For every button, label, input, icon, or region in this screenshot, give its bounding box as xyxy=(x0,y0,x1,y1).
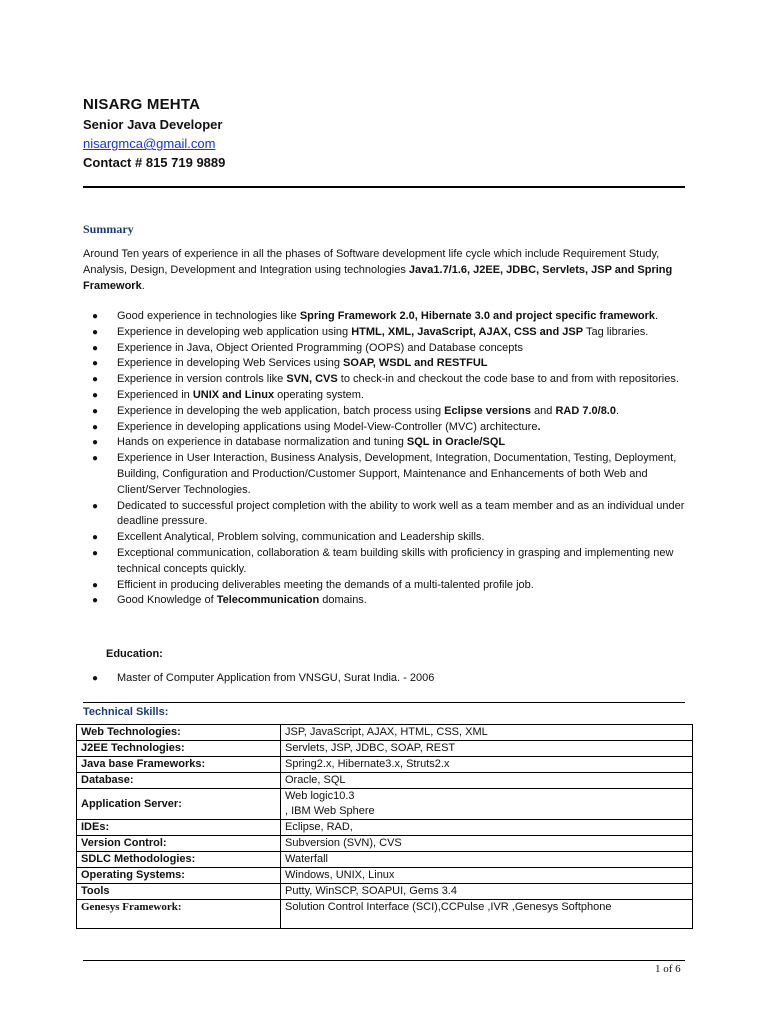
summary-bullet-text: Experience in version controls like xyxy=(117,373,287,386)
bullet-icon: ● xyxy=(92,389,99,401)
skills-row xyxy=(77,836,693,852)
skills-value-cell xyxy=(281,900,693,929)
skills-key-cell: SDLC Methodologies: xyxy=(77,852,281,868)
summary-bullet-text: Good Knowledge of xyxy=(117,594,217,607)
bullet-icon: ● xyxy=(92,421,99,433)
summary-bullet-item xyxy=(83,341,689,357)
summary-bullet-item xyxy=(83,530,689,546)
summary-bullet-text: operating system. xyxy=(274,388,364,401)
skills-key-cell: Web Technologies: xyxy=(77,725,281,741)
summary-bullet-text: RAD 7.0/8.0 xyxy=(555,404,616,417)
header-divider xyxy=(83,186,685,188)
skills-value-cell xyxy=(281,725,693,741)
skills-row xyxy=(77,852,693,868)
bullet-icon: ● xyxy=(92,453,99,465)
summary-intro-text: Java1.7/1.6, J2EE, JDBC, Servlets, JSP and Spring Framework xyxy=(83,264,673,292)
skills-key-cell: Java base Frameworks: xyxy=(77,757,281,773)
summary-bullet-list xyxy=(83,309,689,609)
education-list xyxy=(83,671,689,687)
skills-row xyxy=(77,884,693,900)
skills-value-cell xyxy=(281,884,693,900)
bullet-icon: ● xyxy=(92,326,99,338)
skills-value-cell xyxy=(281,741,693,757)
skills-row xyxy=(77,741,693,757)
skills-row xyxy=(77,757,693,773)
skills-value-cell xyxy=(281,757,693,773)
technical-skills-table xyxy=(76,724,693,929)
education-heading: Education: xyxy=(106,648,163,660)
bullet-icon: ● xyxy=(92,311,99,322)
skills-row xyxy=(77,773,693,789)
summary-bullet-text: Experience in developing Web Services using xyxy=(117,357,344,370)
summary-bullet-text: Dedicated to successful project completion with the ability to work well as a team member and as an individual under deadline pressure. xyxy=(117,499,685,528)
bullet-icon: ● xyxy=(92,342,99,354)
summary-bullet-text: Eclipse versions xyxy=(444,404,531,417)
summary-bullet-text: SQL in Oracle/SQL xyxy=(406,436,506,449)
bullet-icon: ● xyxy=(92,437,99,449)
bullet-icon: ● xyxy=(92,579,99,591)
summary-bullet-text: Tag libraries. xyxy=(583,325,649,338)
summary-bullet-item xyxy=(83,593,689,609)
summary-bullet-text: Spring Framework 2.0, Hibernate 3.0 and project specific framework xyxy=(299,310,656,322)
skills-value-cell xyxy=(281,820,693,836)
summary-bullet-text: Hands on experience in database normalization and tuning xyxy=(117,436,407,449)
skills-value-line: Solution Control Interface (SCI),CCPulse ,IVR ,Genesys Softphone xyxy=(285,901,612,913)
skills-row xyxy=(77,900,693,929)
summary-bullet-text: Experienced in xyxy=(117,388,193,401)
bullet-icon: ● xyxy=(92,358,99,370)
bullet-icon: ● xyxy=(92,547,99,559)
email-link[interactable]: nisargmca@gmail.com xyxy=(83,136,216,151)
skills-row xyxy=(77,820,693,836)
education-item xyxy=(83,671,689,687)
summary-bullet-item xyxy=(83,420,689,436)
skills-key-cell: Database: xyxy=(77,773,281,789)
summary-bullet-text: Experience in User Interaction, Business Analysis, Development, Integration, Documentation, Testing, Deployment, Building, Configuration and Production/Customer Support, Maintenance and Enhancements of both Web and Client/Server Technologies. xyxy=(117,452,677,496)
skills-value-line: Spring2.x, Hibernate3.x, Struts2.x xyxy=(285,758,450,770)
skills-value-line: Eclipse, RAD, xyxy=(285,821,353,833)
skills-value-line: Web logic10.3 xyxy=(285,790,355,802)
skills-row xyxy=(77,789,693,820)
skills-key-cell: Application Server: xyxy=(77,789,281,820)
skills-value-line: Oracle, SQL xyxy=(285,774,346,786)
summary-bullet-text: . xyxy=(615,404,620,417)
summary-bullet-text: Experience in Java, Object Oriented Programming (OOPS) and Database concepts xyxy=(117,341,523,354)
skills-value-line: JSP, JavaScript, AJAX, HTML, CSS, XML xyxy=(285,726,488,738)
skills-key-cell: IDEs: xyxy=(77,820,281,836)
summary-bullet-item xyxy=(83,325,689,341)
skills-value-cell xyxy=(281,868,693,884)
summary-bullet-item xyxy=(83,435,689,451)
skills-key-cell: Genesys Framework: xyxy=(77,900,281,929)
summary-bullet-text: HTML, XML, JavaScript, AJAX, CSS and JSP xyxy=(351,325,584,338)
summary-intro-text: . xyxy=(141,280,145,292)
skills-value-cell xyxy=(281,789,693,820)
summary-bullet-text: Excellent Analytical, Problem solving, communication and Leadership skills. xyxy=(117,531,485,544)
summary-bullet-item xyxy=(83,404,689,420)
bullet-icon: ● xyxy=(92,532,99,544)
skills-value-cell xyxy=(281,773,693,789)
summary-bullet-text: Exceptional communication, collaboration & team building skills with proficiency in grasping and implementing new technical concepts quickly. xyxy=(117,546,674,575)
skills-value-line: Putty, WinSCP, SOAPUI, Gems 3.4 xyxy=(285,885,457,897)
summary-bullet-text: Efficient in producing deliverables meeting the demands of a multi-talented profile job. xyxy=(117,578,534,591)
job-title: Senior Java Developer xyxy=(83,117,223,132)
summary-bullet-text: UNIX and Linux xyxy=(192,388,275,401)
skills-value-line: Windows, UNIX, Linux xyxy=(285,869,395,881)
candidate-name: NISARG MEHTA xyxy=(83,96,201,113)
summary-bullet-item xyxy=(83,499,689,531)
summary-bullet-item xyxy=(83,388,689,404)
bullet-icon: ● xyxy=(92,500,99,512)
summary-bullet-item xyxy=(83,356,689,372)
summary-bullet-text: and xyxy=(530,404,556,417)
summary-bullet-item xyxy=(83,578,689,594)
skills-value-cell xyxy=(281,836,693,852)
skills-row xyxy=(77,725,693,741)
summary-bullet-text: . xyxy=(537,420,541,433)
skills-key-cell: Operating Systems: xyxy=(77,868,281,884)
skills-value-line: Subversion (SVN), CVS xyxy=(285,837,402,849)
summary-heading: Summary xyxy=(83,222,134,236)
summary-bullet-text: Telecommunication xyxy=(216,594,320,607)
summary-intro-text: Around Ten years of experience in all the phases of Software development life cycle which include Requirement Study, Analysis, Design, Development and Integration using technologies xyxy=(83,248,660,276)
summary-intro xyxy=(83,246,683,294)
skills-divider xyxy=(83,702,685,703)
bullet-icon: ● xyxy=(92,673,99,684)
bullet-icon: ● xyxy=(92,595,99,607)
summary-bullet-text: Experience in developing web application using xyxy=(117,325,352,338)
skills-key-cell: Tools xyxy=(77,884,281,900)
education-item-text: Master of Computer Application from VNSGU, Surat India. - 2006 xyxy=(117,672,435,684)
page-number: 1 of 6 xyxy=(655,963,681,975)
summary-bullet-text: . xyxy=(655,310,659,322)
summary-bullet-item xyxy=(83,372,689,388)
skills-value-cell xyxy=(281,852,693,868)
skills-value-line: Servlets, JSP, JDBC, SOAP, REST xyxy=(285,742,456,754)
bullet-icon: ● xyxy=(92,405,99,417)
bullet-icon: ● xyxy=(92,374,99,386)
contact-number: Contact # 815 719 9889 xyxy=(83,155,226,170)
footer-divider xyxy=(83,960,685,961)
skills-key-cell: Version Control: xyxy=(77,836,281,852)
summary-bullet-text: Good experience in technologies like xyxy=(117,310,300,322)
summary-bullet-item xyxy=(83,309,689,325)
summary-bullet-text: SOAP, WSDL and RESTFUL xyxy=(343,357,488,370)
skills-value-line: , IBM Web Sphere xyxy=(285,805,375,817)
summary-bullet-text: to check-in and checkout the code base to and from with repositories. xyxy=(337,373,679,386)
summary-bullet-text: Experience in developing applications using Model-View-Controller (MVC) architecture xyxy=(117,420,538,433)
summary-bullet-text: domains. xyxy=(319,594,367,607)
technical-skills-heading: Technical Skills: xyxy=(83,706,169,718)
summary-bullet-item xyxy=(83,546,689,578)
skills-value-line: Waterfall xyxy=(285,853,328,865)
summary-bullet-text: Experience in developing the web application, batch process using xyxy=(117,404,445,417)
skills-row xyxy=(77,868,693,884)
summary-bullet-text: SVN, CVS xyxy=(286,373,338,386)
summary-bullet-item xyxy=(83,451,689,498)
skills-key-cell: J2EE Technologies: xyxy=(77,741,281,757)
